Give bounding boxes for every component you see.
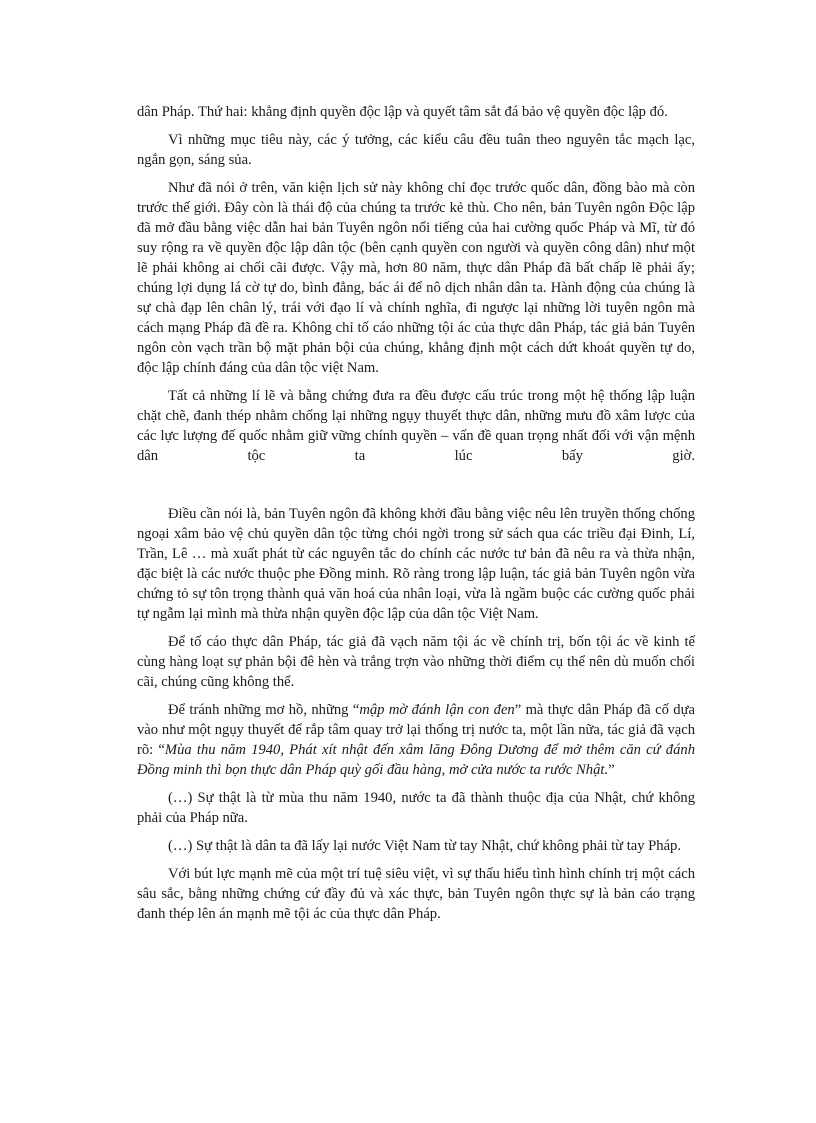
paragraph-3: Như đã nói ở trên, văn kiện lịch sử này không chỉ đọc trước quốc dân, đồng bào mà còn trước thế giới. Đây còn là thái độ của chúng ta trước kẻ thù. Cho nên, bản Tuyên ngôn Độc lập đã mở đầu bằng việc dẫn hai bản Tuyên ngôn nổi tiếng của hai cường quốc Pháp và Mĩ, từ đó suy rộng ra về quyền độc lập dân tộc (bên cạnh quyền con người và quyền công dân) như một lẽ phải không ai chối cãi được. Vậy mà, hơn 80 năm, thực dân Pháp đã bất chấp lẽ phải ấy; chúng lợi dụng lá cờ tự do, bình đẳng, bác ái để nô dịch nhân dân ta. Hành động của chúng là sự chà đạp lên chân lý, trái với đạo lí và chính nghĩa, đi ngược lại những lời tuyên ngôn mà cách mạng Pháp đã đề ra. Không chỉ tố cáo những tội ác của thực dân Pháp, tác giả bản Tuyên ngôn còn vạch trần bộ mặt phản bội của chúng, khẳng định một cách dứt khoát quyền tự do, độc lập chính đáng của dân tộc việt Nam. [137,180,695,376]
paragraph-7-text-c: ” mà thực dân Pháp đã cố dựa vào như một ngụy thuyết để rắp tâm quay trở lại thống trị nước ta, một lần nữa, tác giả đã vạch rõ: “ [137,702,695,758]
paragraph-10: Với bút lực mạnh mẽ của một trí tuệ siêu việt, vì sự thấu hiểu tình hình chính trị một cách sâu sắc, bằng những chứng cứ đầy đủ và xác thực, bản Tuyên ngôn thực sự là bản cáo trạng đanh thép lên án mạnh mẽ tội ác của thực dân Pháp. [137,866,695,922]
paragraph-7 [137,700,695,780]
paragraph-5: Điều cần nói là, bản Tuyên ngôn đã không khởi đầu bằng việc nêu lên truyền thống chống ngoại xâm bảo vệ chủ quyền dân tộc từng chói ngời trong sử sách qua các triều đại Đinh, Lí, Trần, Lê … mà xuất phát từ các nguyên tắc do chính các nước tư bản đã nêu ra và thừa nhận, đặc biệt là các nước thuộc phe Đồng minh. Rõ ràng trong lập luận, tác giả bản Tuyên ngôn vừa chứng tỏ sự tôn trọng thành quả văn hoá của nhân loại, vừa là ngầm buộc các cường quốc phải tự ngẫm lại mình mà thừa nhận quyền độc lập của dân tộc Việt Nam. [137,506,695,622]
section-gap [137,474,695,504]
paragraph-4: Tất cả những lí lẽ và bằng chứng đưa ra đều được cấu trúc trong một hệ thống lập luận chặt chẽ, đanh thép nhằm chống lại những ngụy thuyết thực dân, những mưu đồ xâm lược của các lực lượng đế quốc nhằm giữ vững chính quyền – vấn đề quan trọng nhất đối với vận mệnh dân tộc ta lúc bấy giờ. [137,388,695,464]
paragraph-7-quotation: Mùa thu năm 1940, Phát xít nhật đến xâm lăng Đông Dương để mở thêm căn cứ đánh Đồng minh thì bọn thực dân Pháp quỳ gối đầu hàng, mở cửa nước ta rước Nhật. [137,742,695,778]
paragraph-9: (…) Sự thật là dân ta đã lấy lại nước Việt Nam từ tay Nhật, chứ không phải từ tay Pháp. [168,838,682,854]
document-page [137,102,695,932]
paragraph-7-text-e: ” [608,762,615,778]
paragraph-6: Để tố cáo thực dân Pháp, tác giả đã vạch năm tội ác về chính trị, bốn tội ác về kinh tế cùng hàng loạt sự phản bội đê hèn và trắng trợn vào những thời điểm cụ thể nên dù muốn chối cãi, chúng cũng không thể. [137,634,695,690]
paragraph-7-quote-phrase: mập mờ đánh lận con đen [359,702,515,718]
paragraph-7-text-a: Để tránh những mơ hồ, những “ [168,702,360,718]
paragraph-8: (…) Sự thật là từ mùa thu năm 1940, nước ta đã thành thuộc địa của Nhật, chứ không phải của Pháp nữa. [137,790,695,826]
paragraph-2: Vì những mục tiêu này, các ý tưởng, các kiểu câu đều tuân theo nguyên tắc mạch lạc, ngắn gọn, sáng sủa. [137,132,695,168]
paragraph-1: dân Pháp. Thứ hai: khẳng định quyền độc lập và quyết tâm sắt đá bảo vệ quyền độc lập đó. [137,104,668,120]
